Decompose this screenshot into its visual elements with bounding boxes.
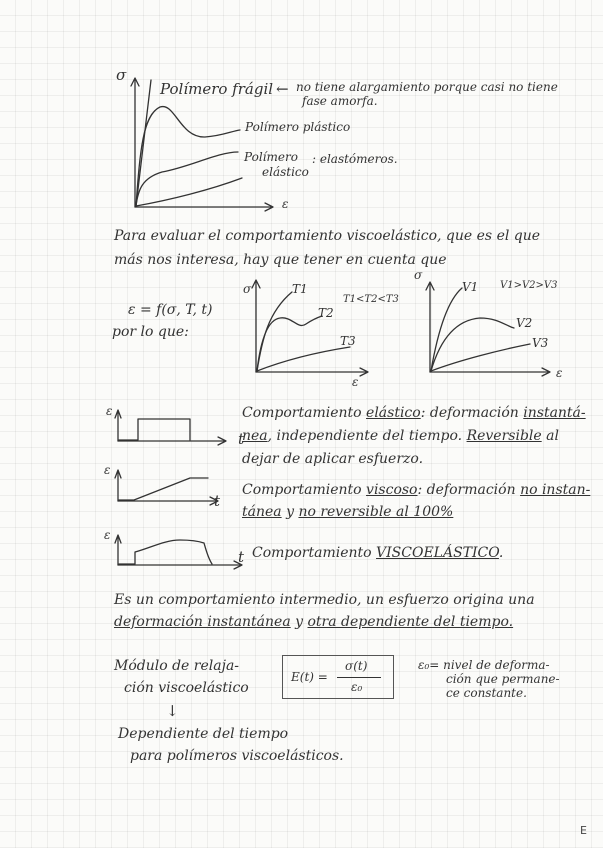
label-elastico-1: Polímero bbox=[244, 150, 298, 164]
viscous-line-2: tánea y no reversible al 100% bbox=[242, 504, 454, 520]
label-plastico: Polímero plástico bbox=[245, 120, 351, 134]
formula-denominator: ε₀ bbox=[351, 680, 363, 694]
viscous-line-1: Comportamiento viscoso: deformación no instan- bbox=[242, 482, 591, 498]
corner-mark: E bbox=[580, 824, 587, 837]
label-fragil: Polímero frágil bbox=[160, 80, 274, 98]
viscoelastic-line: Comportamiento VISCOELÁSTICO. bbox=[252, 545, 504, 561]
intermedio-line-2: deformación instantánea y otra dependiente del tiempo. bbox=[114, 614, 514, 630]
fraction-bar bbox=[337, 677, 381, 678]
graphT-x: ε bbox=[352, 375, 359, 389]
fragil-note-1: no tiene alargamiento porque casi no tiene bbox=[296, 80, 558, 94]
modulo-arrow: ↓ bbox=[166, 702, 179, 720]
e0-line-1: ε₀= nivel de deforma- bbox=[418, 658, 550, 672]
viscoelastic-y: ε bbox=[104, 528, 111, 542]
viscous-y: ε bbox=[104, 463, 111, 477]
dependiente-line-2: para polímeros viscoelásticos. bbox=[130, 748, 344, 764]
graphV-v2: V2 bbox=[516, 316, 533, 330]
formula-lhs: E(t) = bbox=[291, 670, 328, 684]
e0-line-3: ce constante. bbox=[446, 686, 527, 700]
graphV-x: ε bbox=[556, 366, 563, 380]
intro-line-1: Para evaluar el comportamiento viscoelástico, que es el que bbox=[114, 228, 541, 244]
elastic-line-1: Comportamiento elástico: deformación instantá- bbox=[242, 405, 586, 421]
graphT-t2: T2 bbox=[318, 306, 334, 320]
elastic-line-2: nea, independiente del tiempo. Reversible al bbox=[242, 428, 559, 444]
graphT-order: T1<T2<T3 bbox=[343, 294, 399, 305]
graphT-t3: T3 bbox=[340, 334, 356, 348]
formula-por-lo-que: por lo que: bbox=[112, 324, 189, 340]
curve-viscoelastic bbox=[119, 540, 212, 564]
modulo-line-1: Módulo de relaja- bbox=[114, 658, 240, 674]
formula-eq: ε = f(σ, T, t) bbox=[128, 302, 213, 318]
graphV-y: σ bbox=[414, 268, 423, 282]
graphV-v1: V1 bbox=[462, 280, 479, 294]
modulus-formula-box bbox=[282, 655, 394, 699]
graph1-y-label: σ bbox=[116, 66, 127, 84]
elastic-line-3: dejar de aplicar esfuerzo. bbox=[242, 451, 424, 467]
fragil-note-2: fase amorfa. bbox=[302, 94, 378, 108]
graph1-x-label: ε bbox=[282, 197, 289, 211]
modulo-line-2: ción viscoelástico bbox=[124, 680, 249, 696]
viscous-x: t bbox=[214, 492, 221, 510]
viscoelastic-x: t bbox=[238, 548, 245, 566]
graphV-v3: V3 bbox=[532, 336, 549, 350]
label-elastomeros: : elastómeros. bbox=[312, 152, 398, 166]
elastic-y: ε bbox=[106, 404, 113, 418]
elastic-x: t bbox=[238, 430, 245, 448]
intermedio-line-1: Es un comportamiento intermedio, un esfuerzo origina una bbox=[114, 592, 535, 608]
graphT-y: σ bbox=[243, 282, 252, 296]
e0-line-2: ción que permane- bbox=[446, 672, 560, 686]
graphT-t1: T1 bbox=[292, 282, 308, 296]
arrow-fragil: ← bbox=[276, 80, 289, 98]
label-elastico-2: elástico bbox=[262, 165, 309, 179]
graphV-order: V1>V2>V3 bbox=[500, 280, 558, 291]
intro-line-2: más nos interesa, hay que tener en cuenta que bbox=[114, 252, 447, 268]
formula-numerator: σ(t) bbox=[345, 659, 368, 673]
dependiente-line-1: Dependiente del tiempo bbox=[118, 726, 289, 742]
